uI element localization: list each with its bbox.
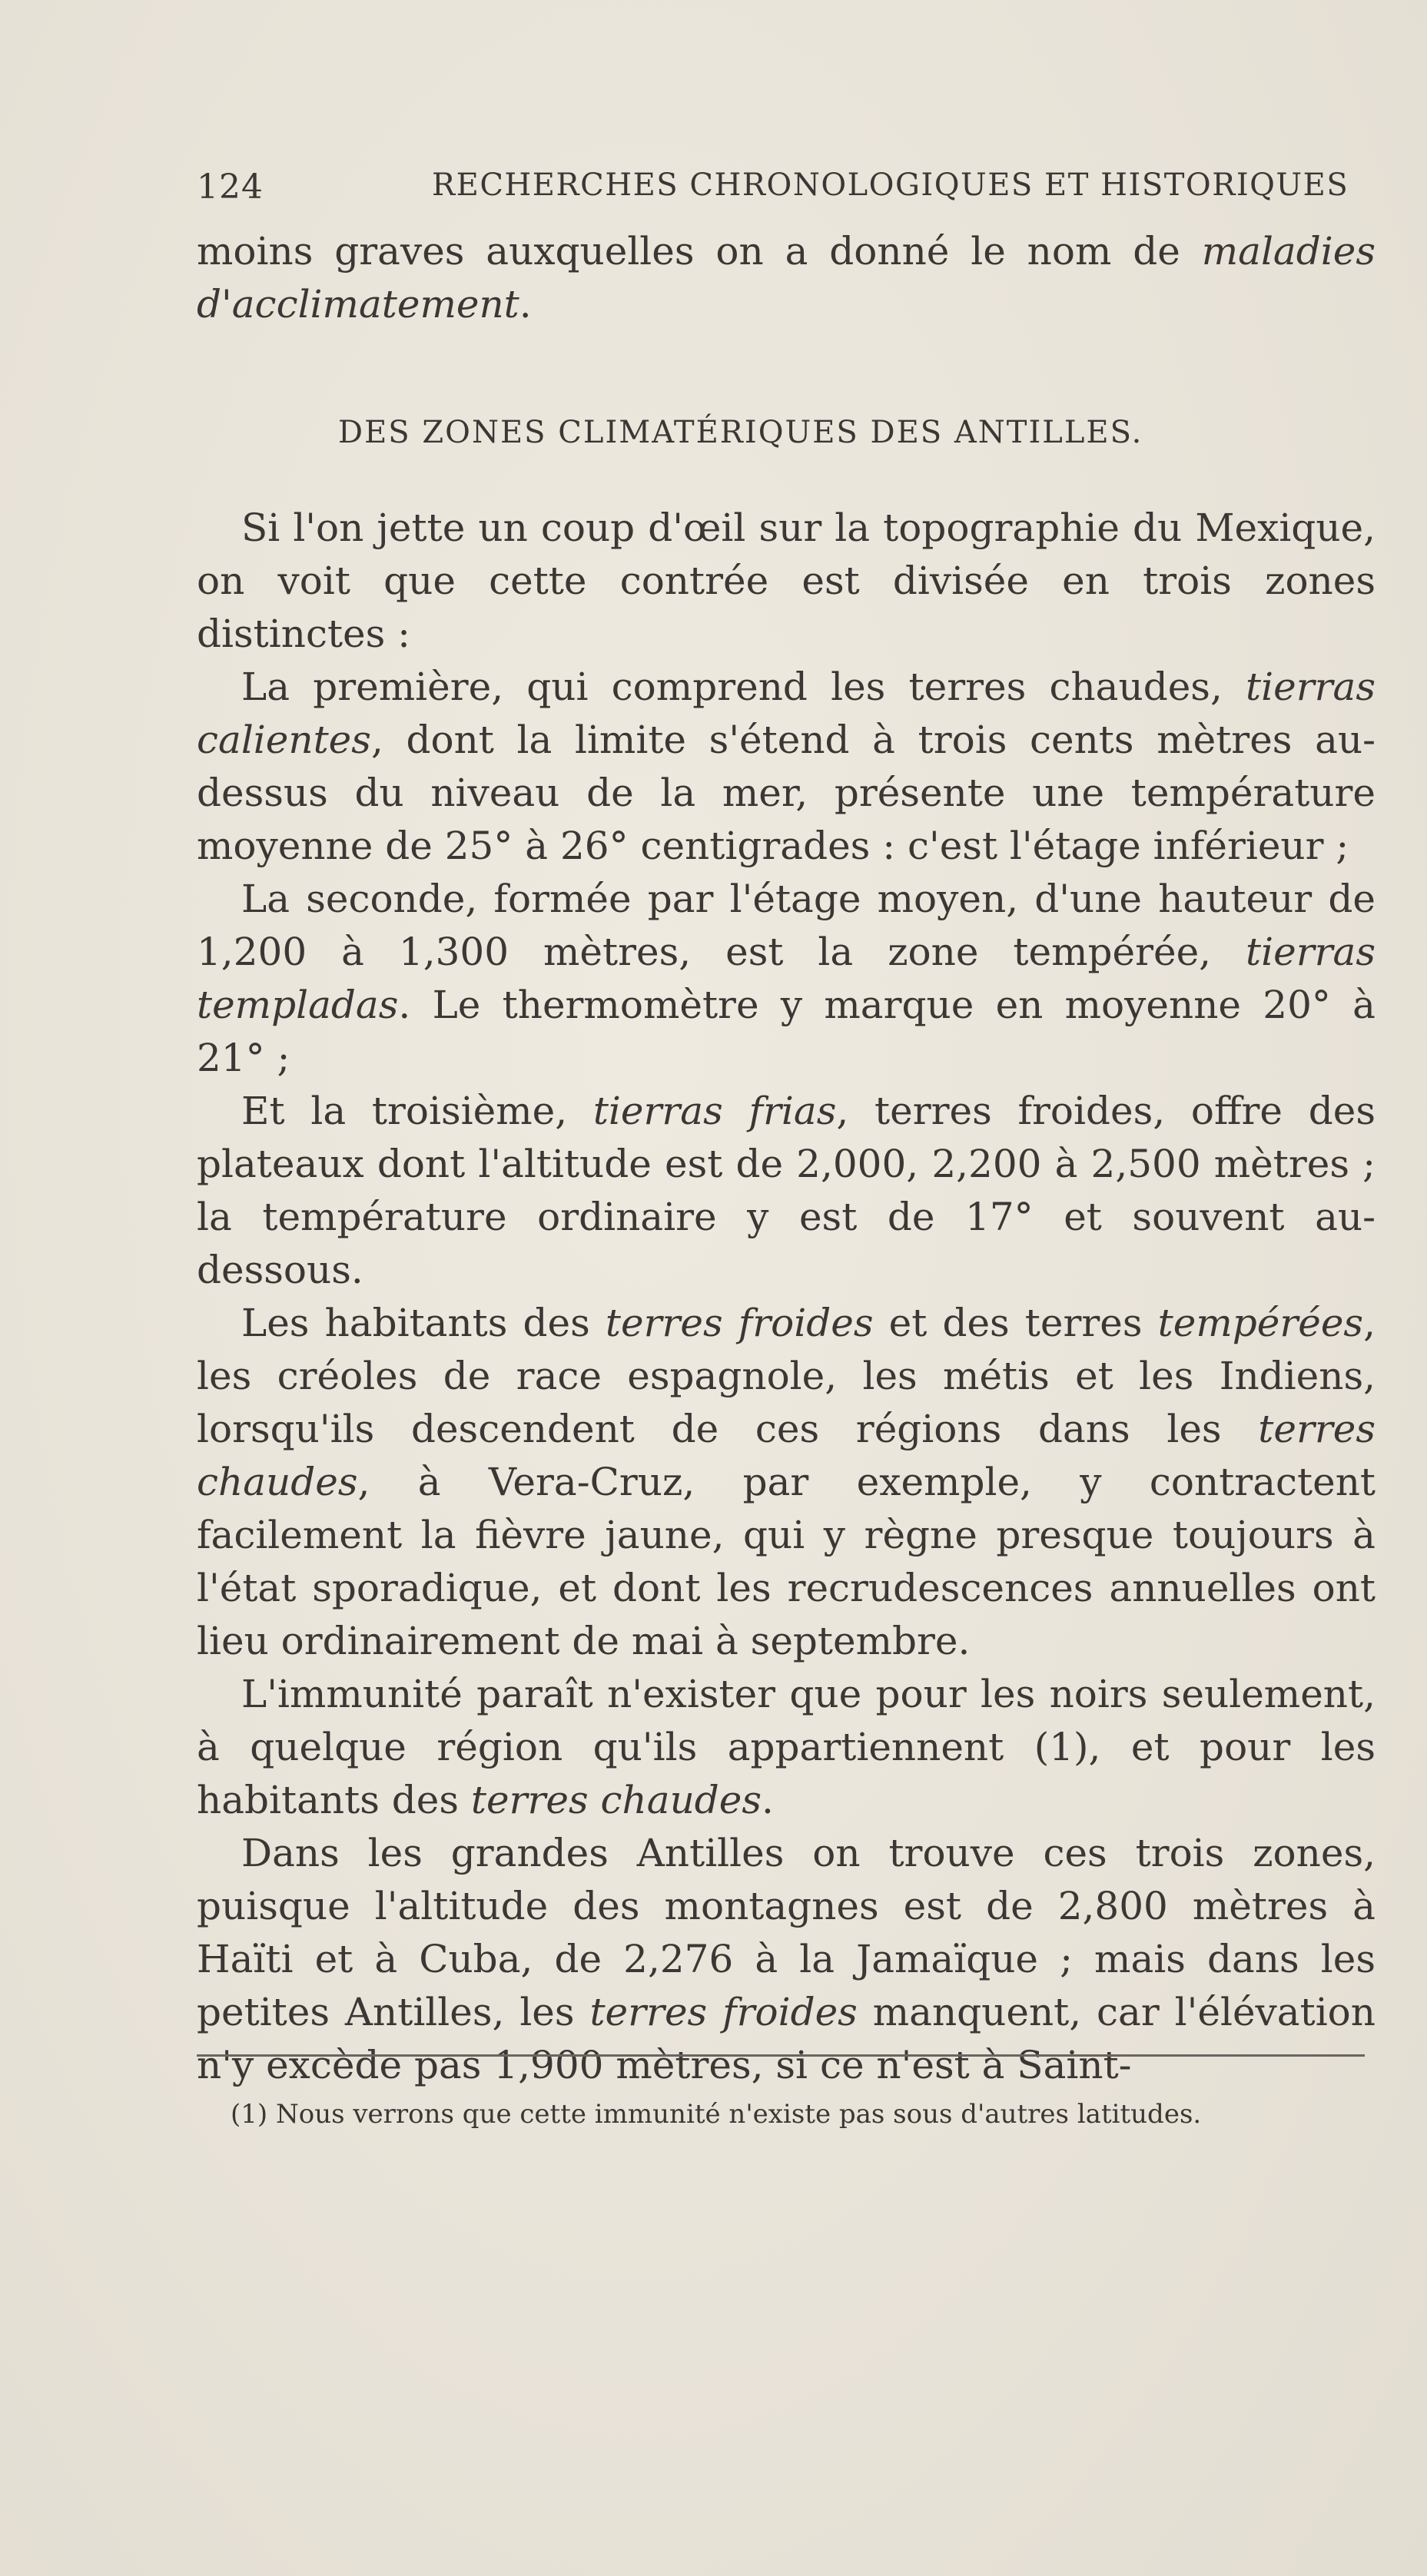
paragraph-3-italic-1: tierras templadas xyxy=(197,930,1376,1027)
footnote-divider xyxy=(197,2054,1365,2057)
intro-italic: maladies d'acclimatement xyxy=(197,229,1376,327)
paragraph-6-text-b: . xyxy=(762,1778,774,1822)
intro-paragraph xyxy=(197,225,1376,331)
paragraph-5-italic-1: terres froides xyxy=(605,1301,874,1345)
paragraph-2-text-b: , dont la limite s'étend à trois cents mètres au-dessus du niveau de la mer, présente une température moyenne de 25° à 26° centigrades : c'est l'étage inférieur ; xyxy=(197,718,1376,868)
paragraph-1: Si l'on jette un coup d'œil sur la topographie du Mexique, on voit que cette contrée est divisée en trois zones distinctes : xyxy=(197,506,1376,656)
paragraph-2-italic-1: tierras calientes xyxy=(197,665,1376,762)
intro-text xyxy=(197,225,1376,331)
paragraph-5-text-b: et des terres xyxy=(873,1301,1158,1345)
paragraph-5-italic-2: tempérées xyxy=(1157,1301,1364,1345)
paragraph-7-text-b: manquent, car l'élévation n'y excède pas 1,900 mètres, si ce n'est à Saint- xyxy=(197,1990,1376,2087)
paragraph-7-text-a: Dans les grandes Antilles on trouve ces trois zones, puisque l'altitude des montagnes est de 2,800 mètres à Haïti et à Cuba, de 2,276 à la Jamaïque ; mais dans les petites Antilles, les xyxy=(197,1831,1376,2034)
paragraph-5 xyxy=(197,1297,1376,1668)
intro-text-before: moins graves auxquelles on a donné le nom de xyxy=(197,229,1202,274)
paragraph-4-text-b: , terres froides, offre des plateaux dont l'altitude est de 2,000, 2,200 à 2,500 mètres ; la température ordinaire y est de 17° et souvent au-dessous. xyxy=(197,1089,1376,1292)
intro-text-after: . xyxy=(519,282,532,327)
paragraph-6 xyxy=(197,1668,1376,1827)
paragraph-5-text-c: , les créoles de race espagnole, les métis et les Indiens, lorsqu'ils descendent de ces régions dans les xyxy=(197,1301,1376,1451)
paragraph-5-italic-3: terres chaudes xyxy=(197,1407,1376,1504)
paragraph-5-text-a: Les habitants des xyxy=(241,1301,606,1345)
paragraph-4-italic-1: tierras frias xyxy=(592,1089,837,1133)
paragraph-6-italic-1: terres chaudes xyxy=(470,1778,762,1822)
paragraph-2 xyxy=(197,661,1376,873)
paragraph-3-text-b: . Le thermomètre y marque en moyenne 20° à 21° ; xyxy=(197,983,1376,1080)
paragraph-3-text-a: La seconde, formée par l'étage moyen, d'une hauteur de 1,200 à 1,300 mètres, est la zone tempérée, xyxy=(197,877,1376,974)
page-header xyxy=(197,167,1349,214)
footnote: (1) Nous verrons que cette immunité n'existe pas sous d'autres latitudes. xyxy=(231,2099,1202,2130)
paragraph-4 xyxy=(197,1085,1376,1297)
paragraph-2-text-a: La première, qui comprend les terres chaudes, xyxy=(241,665,1246,709)
paragraph-4-text-a: Et la troisième, xyxy=(241,1089,593,1133)
page-number: 124 xyxy=(197,167,264,207)
section-title: DES ZONES CLIMATÉRIQUES DES ANTILLES. xyxy=(338,415,1143,450)
paragraph-7 xyxy=(197,1827,1376,2092)
running-title: RECHERCHES CHRONOLOGIQUES ET HISTORIQUES xyxy=(432,167,1349,203)
paragraph-6-text-a: L'immunité paraît n'exister que pour les noirs seulement, à quelque région qu'ils appartiennent (1), et pour les habitants des xyxy=(197,1672,1376,1822)
paragraph-7-italic-1: terres froides xyxy=(589,1990,858,2034)
paragraph-3 xyxy=(197,873,1376,1085)
body-text xyxy=(197,502,1376,2092)
paragraph-5-text-d: , à Vera-Cruz, par exemple, y contractent facilement la fièvre jaune, qui y règne presque toujours à l'état sporadique, et dont les recrudescences annuelles ont lieu ordinairement de mai à septembre. xyxy=(197,1460,1376,1663)
